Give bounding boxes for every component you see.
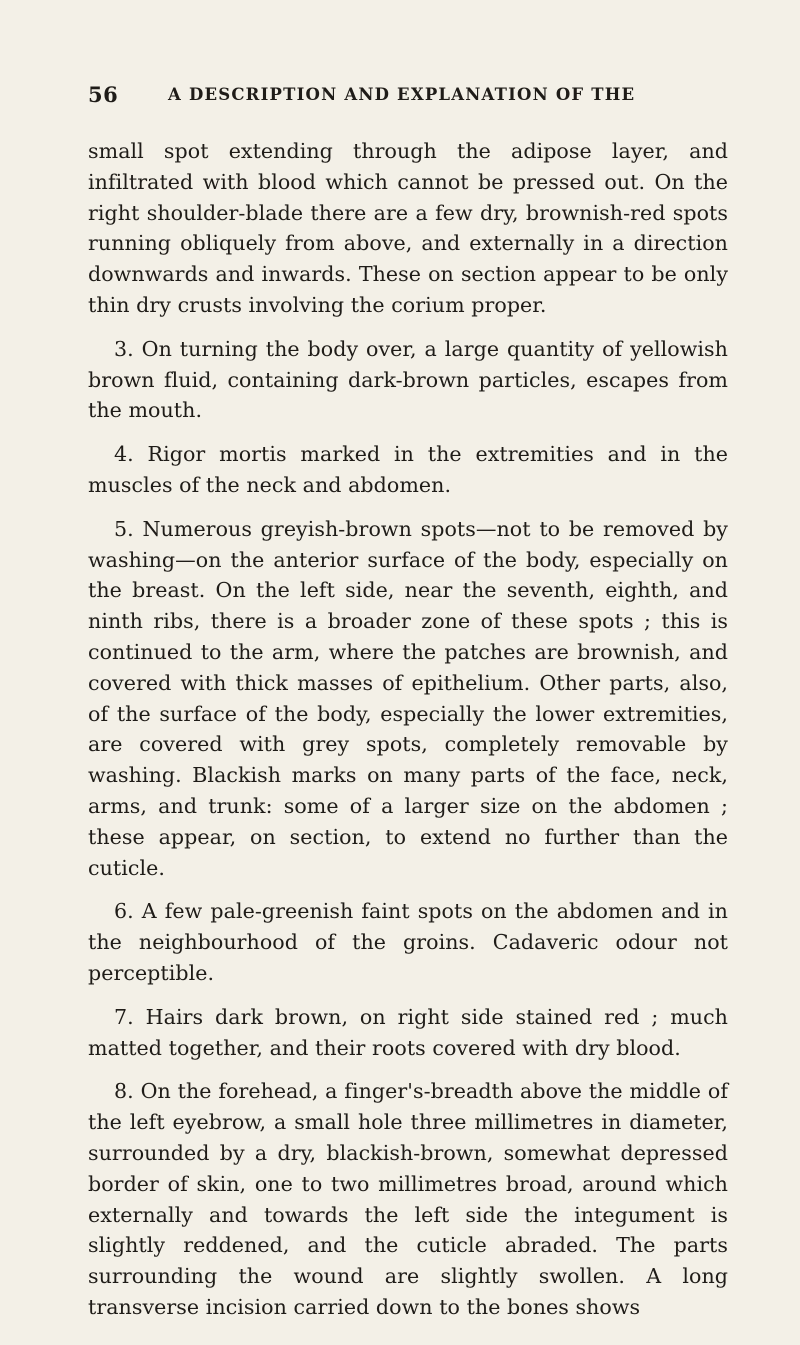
page-number: 56 [88, 82, 119, 107]
paragraph-item-6: 6. A few pale-greenish faint spots on the abdomen and in the neighbourhood of the groins. Cadaveric odour not perceptible. [88, 899, 728, 985]
paragraph-item-8: 8. On the forehead, a finger's-breadth above the middle of the left eyebrow, a small hole three millimetres in diameter, surrounded by a dry, blackish-brown, somewhat depressed border of skin, one to two millimetres broad, around which externally and towards the left side the integument is slightly reddened, and the cuticle abraded. The parts surrounding the wound are slightly swollen. A long transverse incision carried down to the bones shows [88, 1079, 728, 1319]
body-text [88, 136, 728, 1336]
paragraph-continuation: small spot extending through the adipose layer, and infiltrated with blood which cannot be pressed out. On the right shoulder-blade there are a few dry, brownish-red spots running obliquely from above, and externally in a direction downwards and inwards. These on section appear to be only thin dry crusts involving the corium proper. [88, 139, 728, 317]
paragraph-item-7: 7. Hairs dark brown, on right side stained red ; much matted together, and their roots covered with dry blood. [88, 1004, 728, 1060]
running-head-title: A DESCRIPTION AND EXPLANATION OF THE [168, 85, 636, 104]
running-head [88, 82, 728, 112]
paragraph-item-5: 5. Numerous greyish-brown spots—not to be removed by washing—on the anterior surface of the body, especially on the breast. On the left side, near the seventh, eighth, and ninth ribs, there is a broader zone of these spots ; this is continued to the arm, where the patches are brownish, and covered with thick masses of epithelium. Other parts, also, of the surface of the body, especially the lower extremities, are covered with grey spots, completely removable by washing. Blackish marks on many parts of the face, neck, arms, and trunk: some of a larger size on the abdomen ; these appear, on section, to extend no further than the cuticle. [88, 516, 728, 880]
paragraph-item-4: 4. Rigor mortis marked in the extremities and in the muscles of the neck and abdomen. [88, 442, 728, 497]
paragraph-item-3: 3. On turning the body over, a large quantity of yellowish brown fluid, containing dark-brown particles, escapes from the mouth. [88, 336, 728, 423]
